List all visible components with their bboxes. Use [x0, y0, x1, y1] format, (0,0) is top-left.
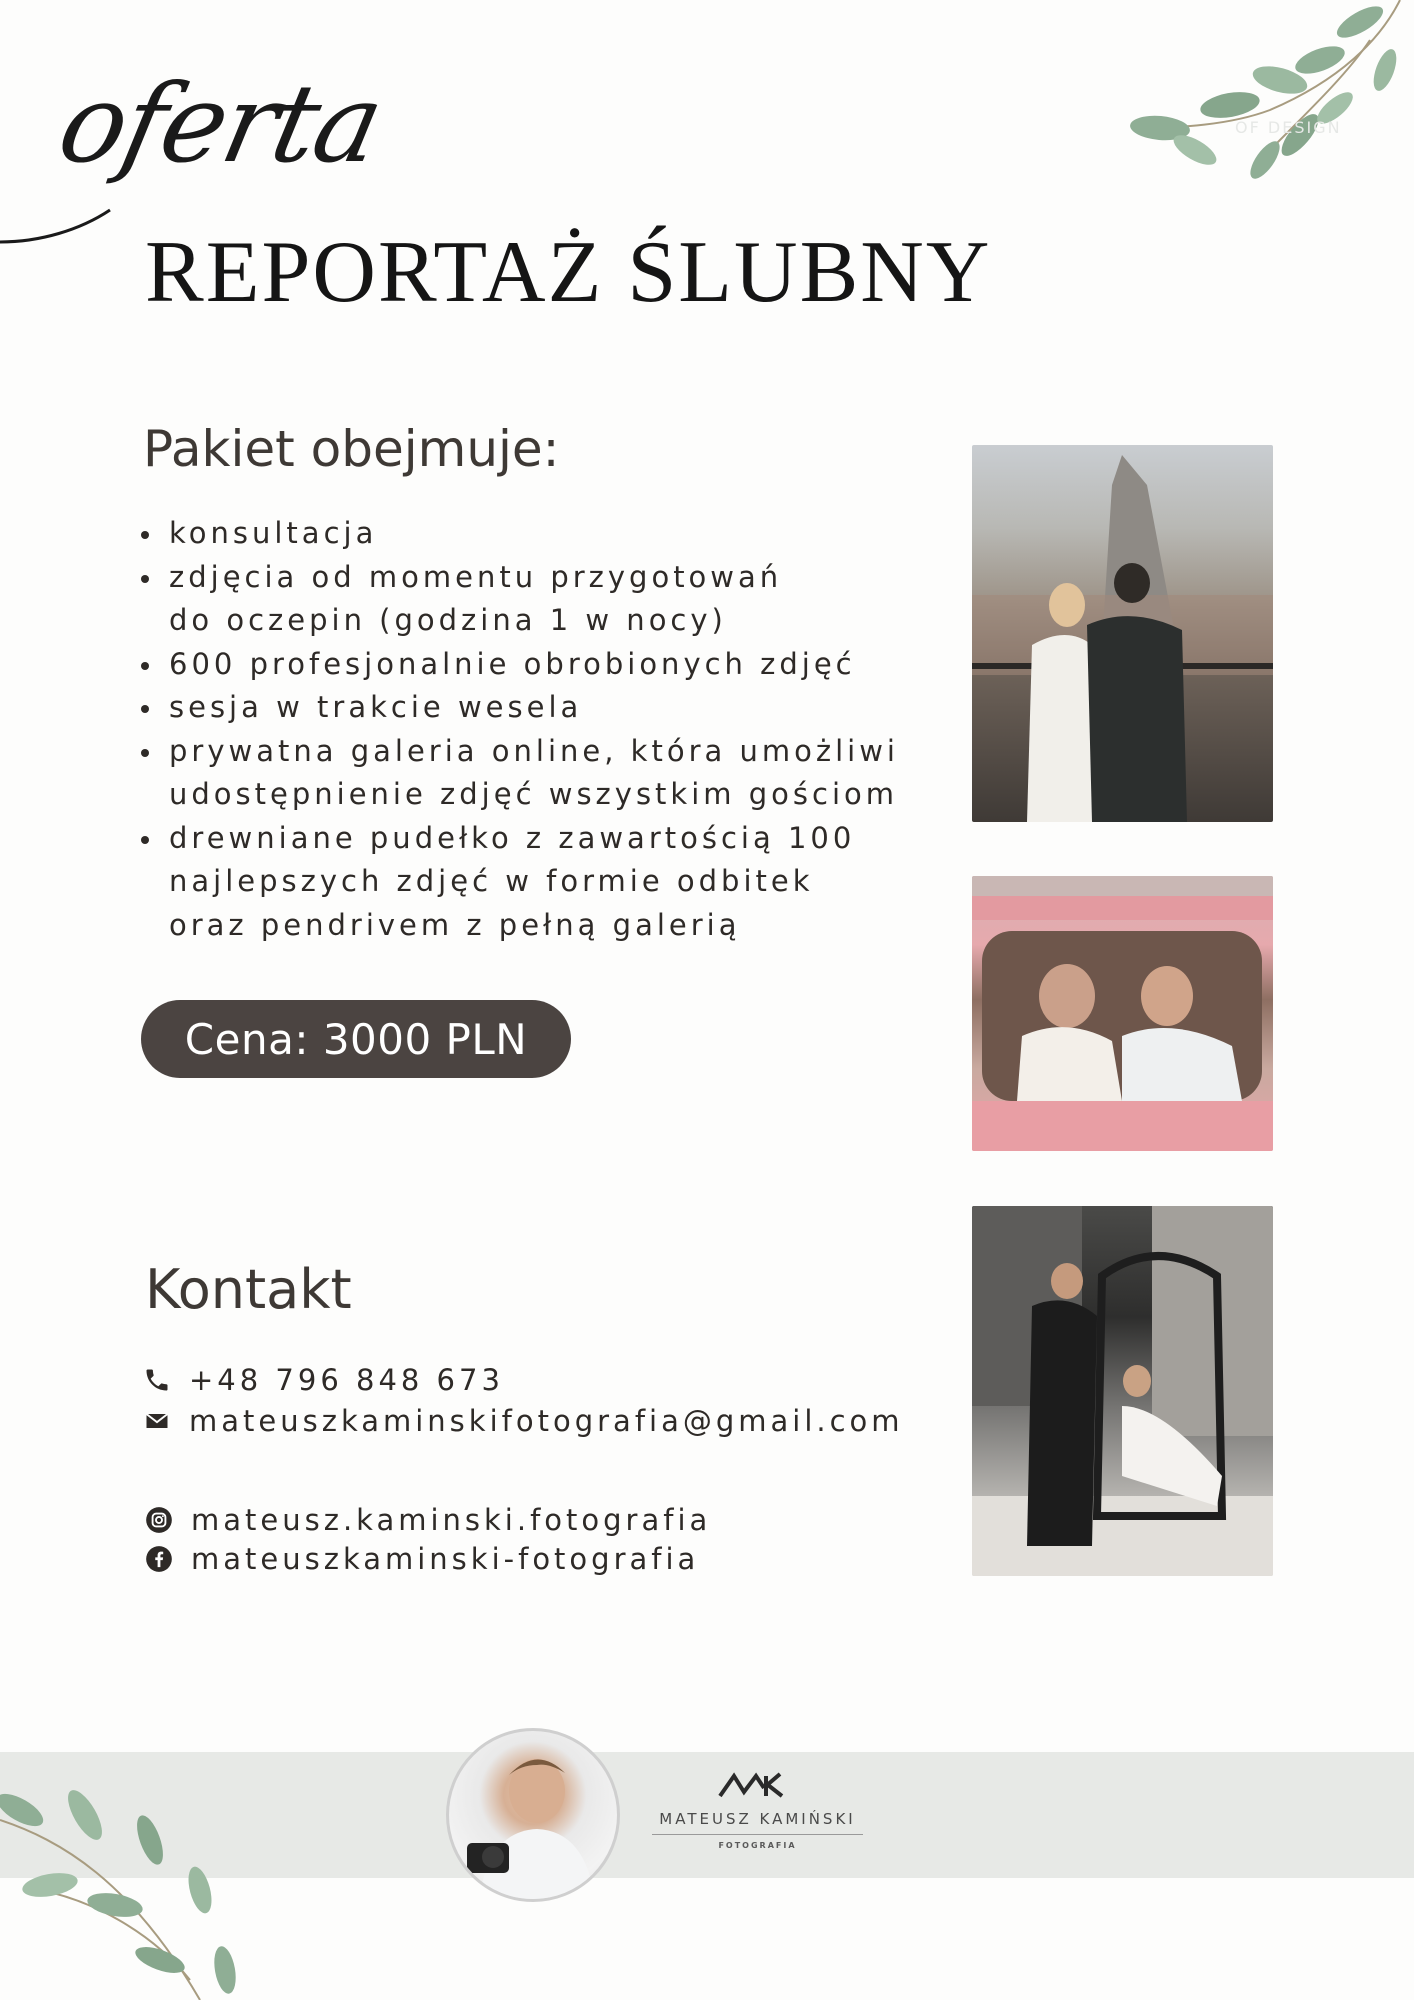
contact-heading: Kontakt — [145, 1258, 352, 1321]
facebook-row[interactable] — [145, 1542, 699, 1576]
facebook-handle: mateuszkaminski-fotografia — [191, 1542, 700, 1576]
list-item: prywatna galeria online, która umożliwi udostępnienie zdjęć wszystkim gościom — [133, 730, 899, 817]
mail-icon — [143, 1407, 171, 1435]
bullet-icon — [141, 662, 149, 670]
bullet-icon — [141, 575, 149, 583]
package-heading: Pakiet obejmuje: — [143, 420, 560, 478]
couple-in-pink-car-photo — [972, 876, 1273, 1151]
list-item: konsultacja — [133, 512, 899, 556]
package-list — [133, 512, 899, 947]
bullet-icon — [141, 531, 149, 539]
brand-logo — [650, 1770, 865, 1850]
facebook-icon — [145, 1545, 173, 1573]
phone-row[interactable] — [143, 1363, 504, 1397]
email-address: mateuszkaminskifotografia@gmail.com — [189, 1404, 904, 1438]
logo-subtitle: FOTOGRAFIA — [718, 1841, 797, 1850]
logo-divider — [652, 1834, 863, 1835]
price-badge: Cena: 3000 PLN — [141, 1000, 571, 1078]
avatar — [446, 1728, 620, 1902]
leaf-branch-bottom-left — [0, 1780, 260, 2000]
couple-on-balcony-photo — [972, 445, 1273, 822]
watermark-text: OF DESIGN — [1235, 118, 1342, 137]
list-item: 600 profesjonalnie obrobionych zdjęć — [133, 643, 899, 687]
script-heading: oferta — [48, 62, 392, 187]
phone-number: +48 796 848 673 — [189, 1363, 504, 1397]
mk-logo-mark — [718, 1770, 798, 1800]
bullet-icon — [141, 836, 149, 844]
instagram-row[interactable] — [145, 1503, 711, 1537]
list-item: zdjęcia od momentu przygotowań do oczepin (godzina 1 w nocy) — [133, 556, 899, 643]
email-row[interactable] — [143, 1404, 904, 1438]
leaf-branch-top-right — [1120, 0, 1414, 180]
logo-name: MATEUSZ KAMIŃSKI — [659, 1810, 856, 1828]
bullet-icon — [141, 705, 149, 713]
page-title: REPORTAŻ ŚLUBNY — [145, 224, 992, 321]
instagram-icon — [145, 1506, 173, 1534]
bullet-icon — [141, 749, 149, 757]
couple-with-luggage-cart-photo — [972, 1206, 1273, 1576]
phone-icon — [143, 1366, 171, 1394]
instagram-handle: mateusz.kaminski.fotografia — [191, 1503, 712, 1537]
list-item: drewniane pudełko z zawartością 100 najlepszych zdjęć w formie odbitek oraz pendrivem z pełną galerią — [133, 817, 899, 948]
list-item: sesja w trakcie wesela — [133, 686, 899, 730]
